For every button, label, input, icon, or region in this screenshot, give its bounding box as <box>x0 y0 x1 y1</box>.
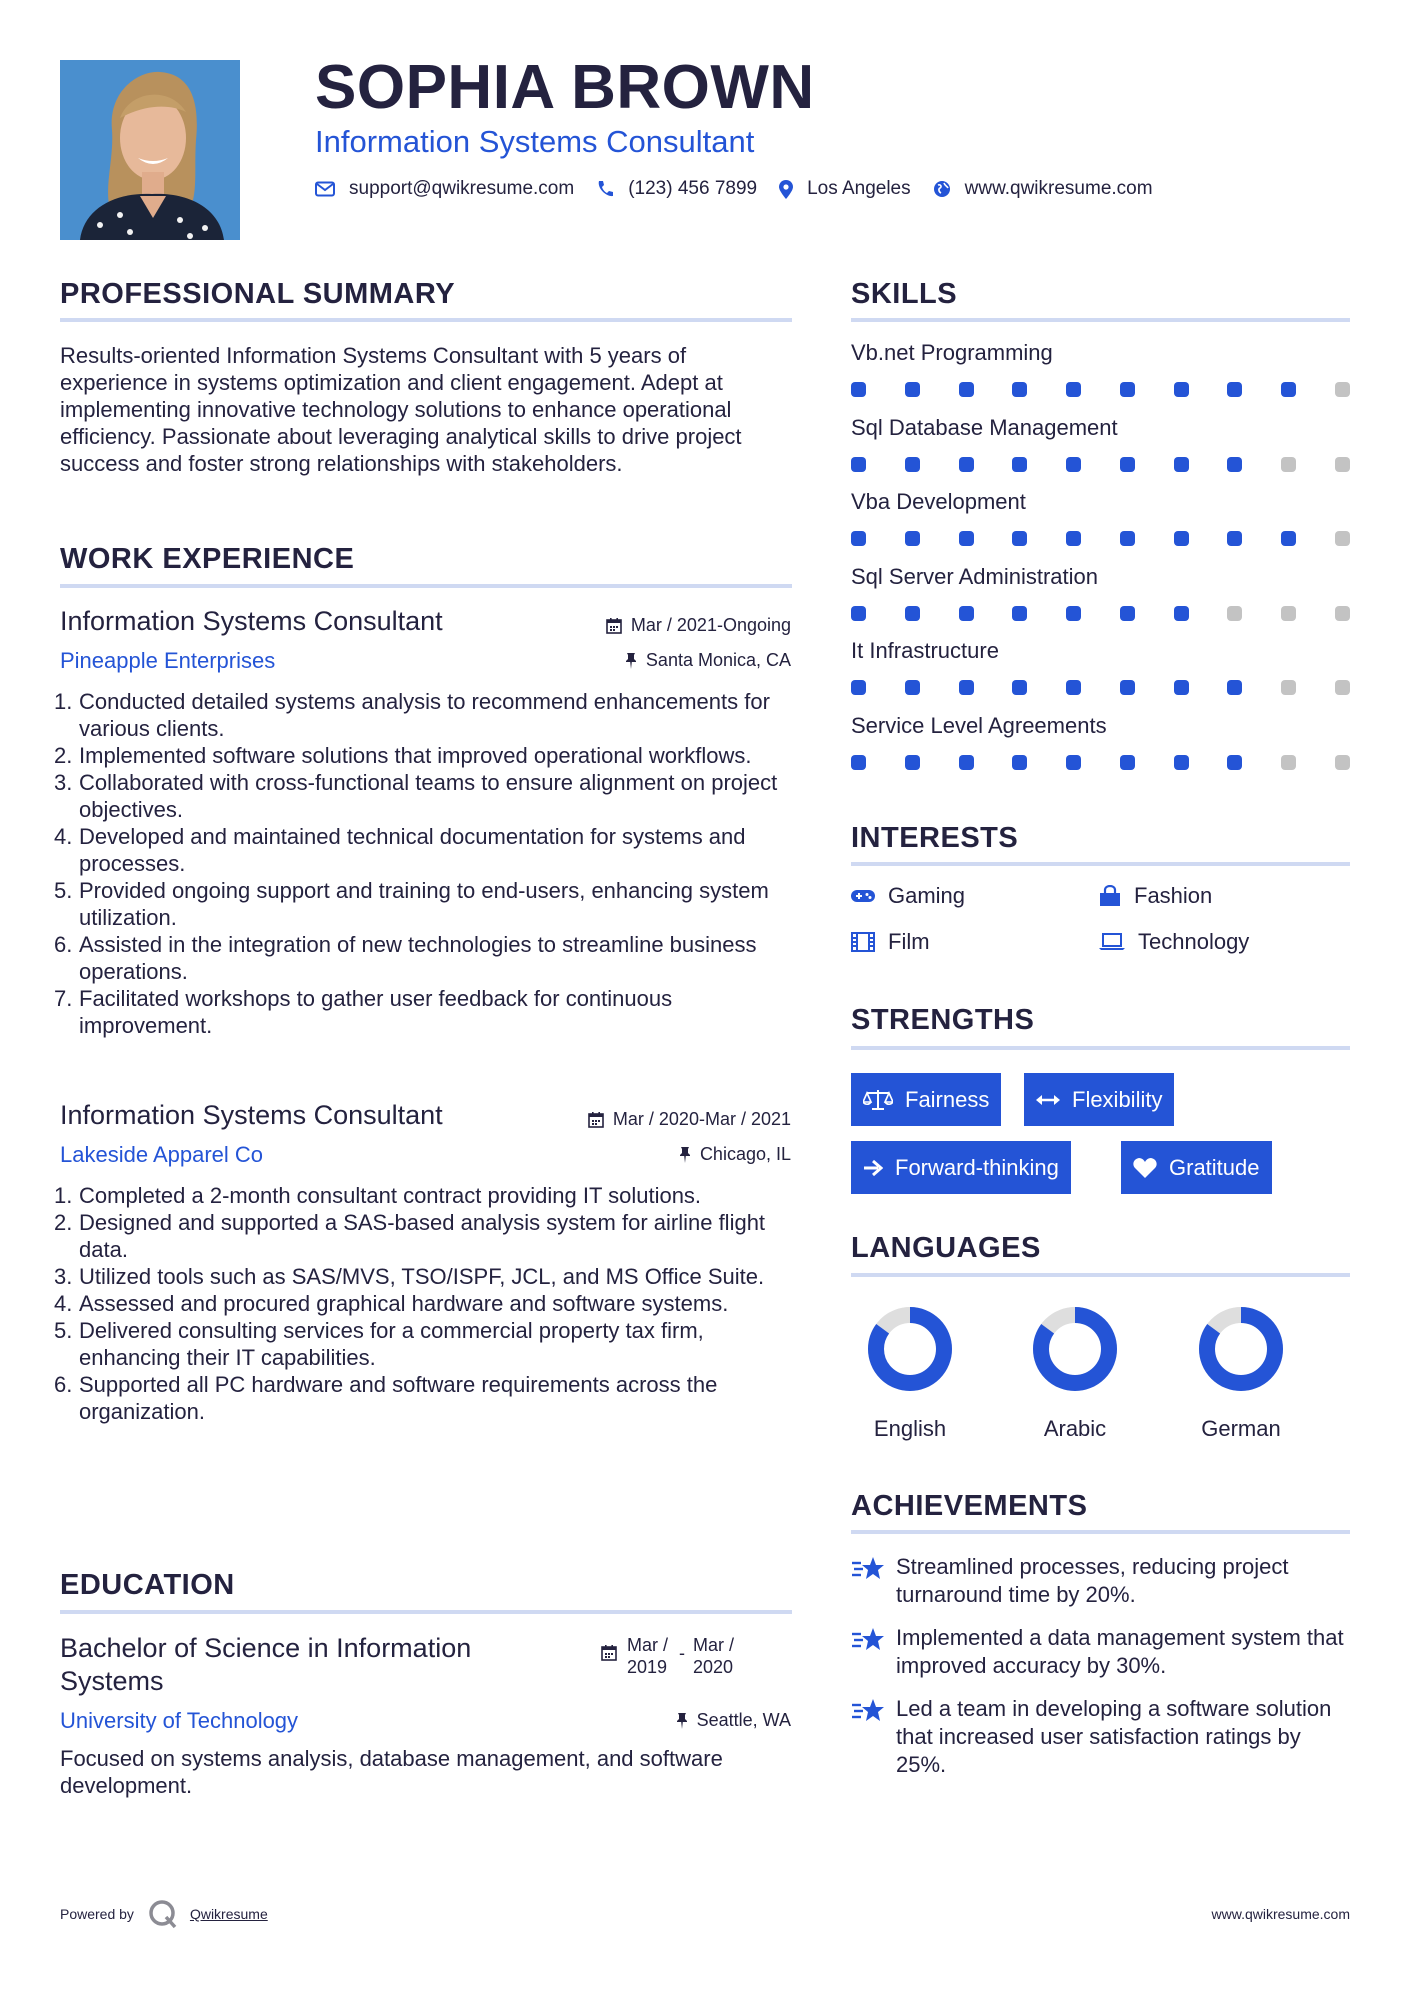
language-name: English <box>873 1416 947 1441</box>
skill-rating-dot <box>905 680 920 695</box>
strength-label: Forward-thinking <box>895 1154 1059 1180</box>
film-icon <box>851 932 875 952</box>
skill-rating-dot <box>905 755 920 770</box>
bullet-item <box>54 1290 792 1317</box>
skill-rating-dot <box>959 531 974 546</box>
skill-rating-dot <box>1281 382 1296 397</box>
email-text: support@qwikresume.com <box>349 178 575 199</box>
language-name: Arabic <box>1043 1416 1107 1441</box>
skill-rating <box>851 457 1350 473</box>
skill-rating-dot <box>959 382 974 397</box>
skill-rating-dot <box>1120 680 1135 695</box>
job-dates <box>588 1109 791 1130</box>
profile-photo <box>60 60 240 240</box>
strength-badge <box>1024 1073 1174 1126</box>
bullet-text: Facilitated workshops to gather user feedback for continuous improvement. <box>79 986 673 1038</box>
language-donut <box>1010 1305 1140 1395</box>
website-text: www.qwikresume.com <box>964 178 1153 199</box>
skill-rating-dot <box>1012 606 1027 621</box>
bullet-number: 3. <box>54 770 73 795</box>
strengths-heading: STRENGTHS <box>851 1004 1035 1036</box>
skill-name: Vba Development <box>851 489 1026 514</box>
achievements-divider <box>851 1530 1350 1534</box>
experience-divider <box>60 584 792 588</box>
skill-rating-dot <box>851 457 866 472</box>
shopping-bag-icon <box>1099 885 1121 907</box>
footer-powered-by <box>60 1899 268 1929</box>
skill-rating-dot <box>1066 755 1081 770</box>
bullet-item <box>54 1182 792 1209</box>
qwikresume-logo-icon <box>148 1899 178 1929</box>
bullet-text: Assisted in the integration of new technologies to streamline business operations. <box>79 932 757 984</box>
bullet-item <box>54 823 792 877</box>
bullet-number: 1. <box>54 689 73 714</box>
shooting-star-icon <box>851 1555 885 1583</box>
summary-text: Results-oriented Information Systems Consultant with 5 years of experience in systems optimization and client engagement. Adept at implementing innovative technology solutions to enhance operational efficiency. Passionate about leveraging analytical skills to drive project success and foster strong relationships with stakeholders. <box>60 343 742 476</box>
bullet-text: Completed a 2-month consultant contract providing IT solutions. <box>79 1183 702 1208</box>
skill-rating-dot <box>1281 457 1296 472</box>
calendar-icon <box>606 617 622 634</box>
heart-icon <box>1133 1157 1157 1178</box>
skill-rating <box>851 382 1350 398</box>
bullet-text: Assessed and procured graphical hardware and software systems. <box>79 1291 729 1316</box>
education-description: Focused on systems analysis, database management, and software development. <box>60 1746 723 1798</box>
powered-by-text: Powered by <box>60 1906 134 1922</box>
achievement-item <box>851 1624 1350 1680</box>
phone-text: (123) 456 7899 <box>628 178 758 199</box>
qwikresume-link[interactable]: Qwikresume <box>189 1906 268 1922</box>
contact-website[interactable] <box>933 178 1153 200</box>
bullet-item <box>54 1371 792 1425</box>
skill-rating-dot <box>1066 382 1081 397</box>
laptop-icon <box>1099 933 1125 951</box>
calendar-icon <box>601 1644 617 1661</box>
skills-heading: SKILLS <box>851 278 958 310</box>
bullet-number: 6. <box>54 932 73 957</box>
skill-rating-dot <box>1066 531 1081 546</box>
education-dash: - <box>679 1643 685 1663</box>
bullet-number: 4. <box>54 824 73 849</box>
skill-rating-dot <box>1227 755 1242 770</box>
language-ring <box>1010 1305 1140 1400</box>
location-text: Los Angeles <box>807 178 911 199</box>
globe-icon <box>933 180 951 198</box>
envelope-icon <box>315 181 335 197</box>
skill-name: It Infrastructure <box>851 638 999 663</box>
job-location-text: Chicago, IL <box>699 1144 791 1164</box>
achievement-text: Led a team in developing a software solution that increased user satisfaction ratings by 25%. <box>896 1696 1332 1777</box>
job-location <box>625 650 791 671</box>
bullet-item <box>54 985 792 1039</box>
skill-rating-dot <box>1012 755 1027 770</box>
skill-rating-dot <box>1227 531 1242 546</box>
contact-bar <box>315 178 1175 200</box>
bullet-item <box>54 1263 792 1290</box>
footer-website[interactable]: www.qwikresume.com <box>1211 1906 1350 1922</box>
job-location <box>679 1144 791 1165</box>
pushpin-icon <box>625 652 637 669</box>
skill-rating-dot <box>959 680 974 695</box>
bullet-text: Collaborated with cross-functional teams to ensure alignment on project objectives. <box>79 770 778 822</box>
skill-rating-dot <box>1012 680 1027 695</box>
skill-rating-dot <box>851 755 866 770</box>
skill-rating-dot <box>851 606 866 621</box>
education-divider <box>60 1610 792 1614</box>
interest-label: Gaming <box>888 883 966 908</box>
bullet-item <box>54 769 792 823</box>
summary-divider <box>60 318 792 322</box>
skill-rating-dot <box>959 606 974 621</box>
skill-rating-dot <box>1335 606 1350 621</box>
interest-gaming <box>851 883 965 909</box>
skill-rating-dot <box>1120 457 1135 472</box>
skill-rating-dot <box>1120 755 1135 770</box>
skill-rating-dot <box>1120 531 1135 546</box>
contact-email[interactable] <box>315 178 574 200</box>
skill-rating-dot <box>1066 680 1081 695</box>
shooting-star-icon <box>851 1626 885 1654</box>
skill-rating-dot <box>1174 606 1189 621</box>
language-ring <box>845 1305 975 1400</box>
skill-rating-dot <box>1227 606 1242 621</box>
skill-rating-dot <box>1066 457 1081 472</box>
bullet-number: 5. <box>54 878 73 903</box>
languages-heading: LANGUAGES <box>851 1232 1041 1264</box>
achievement-text: Implemented a data management system that improved accuracy by 30%. <box>896 1625 1344 1678</box>
bullet-item <box>54 931 792 985</box>
experience-heading: WORK EXPERIENCE <box>60 543 355 575</box>
skill-rating-dot <box>905 531 920 546</box>
bullet-number: 1. <box>54 1183 73 1208</box>
education-location <box>676 1710 791 1731</box>
language-donut <box>845 1305 975 1395</box>
skill-name: Service Level Agreements <box>851 713 1107 738</box>
job-title: Information Systems Consultant <box>60 1100 443 1130</box>
skill-rating-dot <box>1227 382 1242 397</box>
bullet-number: 3. <box>54 1264 73 1289</box>
achievement-item <box>851 1553 1350 1609</box>
skill-rating-dot <box>1335 531 1350 546</box>
language-name: German <box>1201 1416 1281 1441</box>
interest-film <box>851 929 930 955</box>
skill-rating-dot <box>851 382 866 397</box>
education-heading: EDUCATION <box>60 1569 235 1601</box>
skill-rating-dot <box>1012 531 1027 546</box>
skill-rating-dot <box>905 382 920 397</box>
arrows-horizontal-icon <box>1036 1093 1060 1107</box>
skill-name: Vb.net Programming <box>851 340 1053 365</box>
contact-phone[interactable] <box>596 178 757 200</box>
interests-divider <box>851 862 1350 866</box>
degree-title: Bachelor of Science in Information Systems <box>60 1633 472 1696</box>
skill-rating-dot <box>905 606 920 621</box>
bullet-number: 7. <box>54 986 73 1011</box>
skill-rating-dot <box>1335 457 1350 472</box>
language-ring <box>1176 1305 1306 1400</box>
strength-label: Gratitude <box>1169 1154 1260 1180</box>
achievement-item <box>851 1695 1350 1779</box>
job-title: Information Systems Consultant <box>60 606 443 636</box>
bullet-number: 2. <box>54 743 73 768</box>
skill-rating-dot <box>851 680 866 695</box>
skill-rating-dot <box>851 531 866 546</box>
strength-badge <box>851 1141 1071 1194</box>
gamepad-icon <box>851 888 875 904</box>
skill-rating-dot <box>1120 606 1135 621</box>
skill-name: Sql Server Administration <box>851 564 1098 589</box>
summary-heading: PROFESSIONAL SUMMARY <box>60 278 456 310</box>
phone-icon <box>596 180 614 198</box>
job-bullets <box>54 688 792 1039</box>
bullet-number: 6. <box>54 1372 73 1397</box>
bullet-number: 2. <box>54 1210 73 1235</box>
strength-label: Fairness <box>905 1086 990 1112</box>
candidate-name: SOPHIA BROWN <box>315 53 815 122</box>
bullet-item <box>54 1317 792 1371</box>
skill-rating <box>851 606 1350 622</box>
bullet-number: 5. <box>54 1318 73 1343</box>
skill-rating-dot <box>1335 382 1350 397</box>
school-name[interactable]: University of Technology <box>60 1708 299 1733</box>
skill-rating <box>851 680 1350 696</box>
education-location-text: Seattle, WA <box>696 1710 791 1730</box>
strength-label: Flexibility <box>1072 1086 1163 1112</box>
interest-label: Technology <box>1138 929 1250 954</box>
pushpin-icon <box>676 1712 688 1729</box>
education-dates <box>601 1634 745 1678</box>
job-location-text: Santa Monica, CA <box>645 650 791 670</box>
skill-rating-dot <box>905 457 920 472</box>
skill-rating-dot <box>1335 680 1350 695</box>
bullet-text: Developed and maintained technical documentation for systems and processes. <box>79 824 746 876</box>
interest-technology <box>1099 929 1249 955</box>
job-dates-text: Mar / 2020-Mar / 2021 <box>612 1109 791 1129</box>
job-dates-text: Mar / 2021-Ongoing <box>630 615 791 635</box>
strength-badge <box>851 1073 1001 1126</box>
bullet-item <box>54 742 792 769</box>
company-name[interactable]: Lakeside Apparel Co <box>60 1142 264 1167</box>
education-start: Mar / 2019 <box>627 1635 669 1677</box>
achievement-text: Streamlined processes, reducing project turnaround time by 20%. <box>896 1554 1289 1607</box>
skill-rating-dot <box>1281 531 1296 546</box>
skill-rating-dot <box>1227 457 1242 472</box>
education-end: Mar / 2020 <box>693 1635 735 1677</box>
pushpin-icon <box>679 1146 691 1163</box>
bullet-text: Provided ongoing support and training to end-users, enhancing system utilization. <box>79 878 769 930</box>
interest-label: Film <box>888 929 930 954</box>
bullet-text: Conducted detailed systems analysis to recommend enhancements for various clients. <box>79 689 770 741</box>
bullet-item <box>54 1209 792 1263</box>
skill-rating-dot <box>1227 680 1242 695</box>
shooting-star-icon <box>851 1697 885 1725</box>
bullet-item <box>54 877 792 931</box>
skill-rating-dot <box>1120 382 1135 397</box>
map-pin-icon <box>779 180 793 199</box>
skill-name: Sql Database Management <box>851 415 1118 440</box>
balance-scale-icon <box>863 1089 893 1111</box>
bullet-text: Designed and supported a SAS-based analysis system for airline flight data. <box>79 1210 766 1262</box>
skill-rating-dot <box>1012 382 1027 397</box>
company-name[interactable]: Pineapple Enterprises <box>60 648 276 673</box>
interest-fashion <box>1099 883 1212 909</box>
skill-rating <box>851 755 1350 771</box>
bullet-text: Delivered consulting services for a commercial property tax firm, enhancing their IT capabilities. <box>79 1318 704 1370</box>
interest-label: Fashion <box>1134 883 1213 908</box>
strengths-divider <box>851 1046 1350 1050</box>
bullet-item <box>54 688 792 742</box>
arrow-right-icon <box>863 1159 883 1177</box>
skill-rating-dot <box>959 755 974 770</box>
calendar-icon <box>588 1111 604 1128</box>
strength-badge <box>1121 1141 1272 1194</box>
skill-rating-dot <box>1012 457 1027 472</box>
language-donut <box>1176 1305 1306 1395</box>
skill-rating-dot <box>1174 457 1189 472</box>
skill-rating-dot <box>1174 382 1189 397</box>
skill-rating <box>851 531 1350 547</box>
job-dates <box>606 615 791 636</box>
bullet-text: Supported all PC hardware and software requirements across the organization. <box>79 1372 718 1424</box>
skill-rating-dot <box>1335 755 1350 770</box>
interests-heading: INTERESTS <box>851 822 1019 854</box>
bullet-text: Implemented software solutions that improved operational workflows. <box>79 743 752 768</box>
skill-rating-dot <box>1174 680 1189 695</box>
skills-divider <box>851 318 1350 322</box>
skill-rating-dot <box>959 457 974 472</box>
skill-rating-dot <box>1174 755 1189 770</box>
skill-rating-dot <box>1281 755 1296 770</box>
bullet-text: Utilized tools such as SAS/MVS, TSO/ISPF, JCL, and MS Office Suite. <box>79 1264 765 1289</box>
skill-rating-dot <box>1174 531 1189 546</box>
skill-rating-dot <box>1281 680 1296 695</box>
candidate-title: Information Systems Consultant <box>315 124 755 159</box>
skill-rating-dot <box>1281 606 1296 621</box>
job-bullets <box>54 1182 792 1425</box>
achievements-heading: ACHIEVEMENTS <box>851 1490 1088 1522</box>
skill-rating-dot <box>1066 606 1081 621</box>
contact-location <box>779 178 911 200</box>
languages-divider <box>851 1273 1350 1277</box>
bullet-number: 4. <box>54 1291 73 1316</box>
